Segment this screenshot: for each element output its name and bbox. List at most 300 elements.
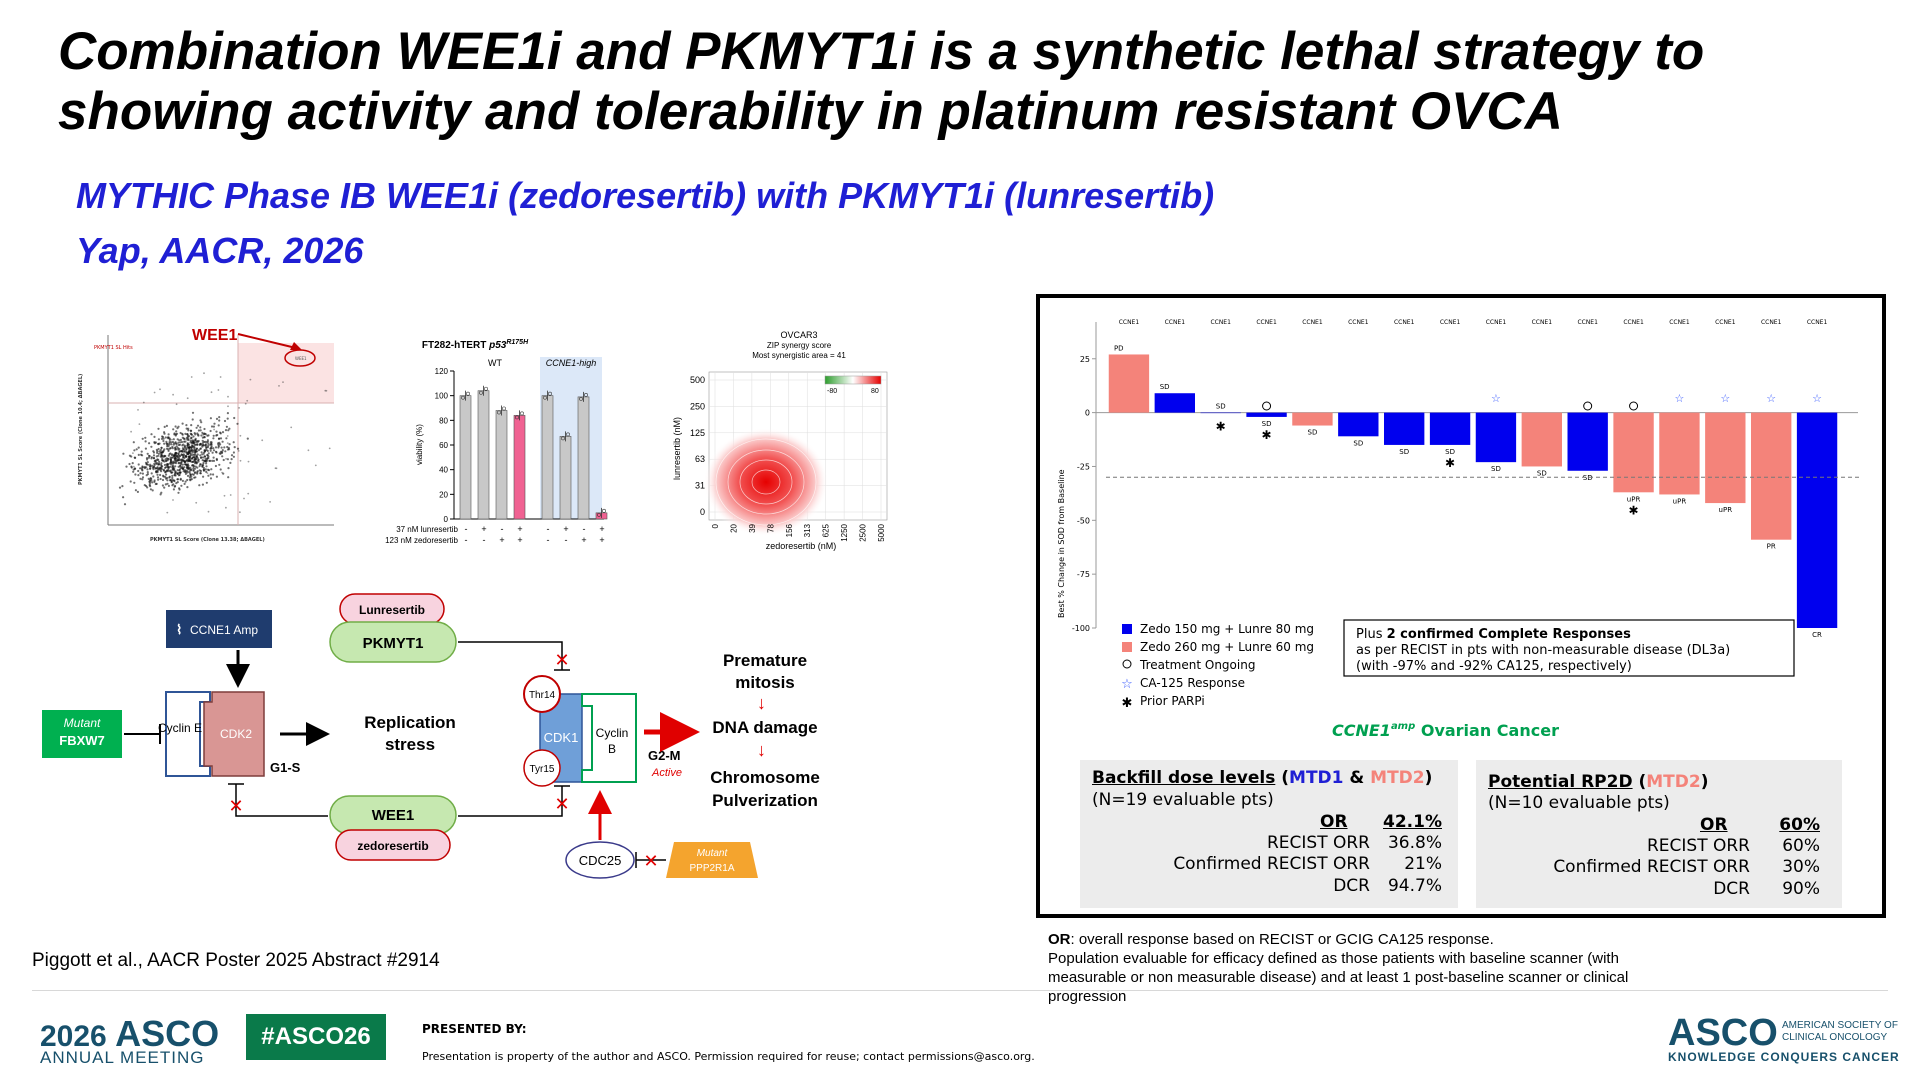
scatter-point bbox=[269, 501, 271, 503]
scatter-point bbox=[201, 432, 203, 434]
rp2d-row-value: 60% bbox=[1782, 836, 1820, 856]
scatter-point bbox=[220, 468, 222, 470]
scatter-point bbox=[210, 450, 212, 452]
scatter-point bbox=[188, 446, 190, 448]
scatter-point bbox=[160, 478, 162, 480]
g1s-label: G1-S bbox=[270, 760, 301, 775]
scatter-point bbox=[171, 454, 173, 456]
scatter-point bbox=[179, 467, 181, 469]
cdk2-label: CDK2 bbox=[219, 727, 253, 741]
waterfall-bar bbox=[1201, 413, 1241, 414]
dna-icon: ⌇ bbox=[176, 622, 183, 637]
scatter-point bbox=[210, 447, 212, 449]
waterfall-category-label: CCNE1 bbox=[1760, 319, 1782, 326]
scatter-point bbox=[177, 492, 179, 494]
scatter-point bbox=[128, 463, 130, 465]
scatter-point bbox=[146, 463, 148, 465]
scatter-point bbox=[213, 460, 215, 462]
scatter-point bbox=[245, 403, 247, 405]
cyclin-b-text: Cyclin B bbox=[595, 726, 629, 756]
viability-ytick: 40 bbox=[439, 465, 448, 475]
viability-ytick: 80 bbox=[439, 416, 448, 426]
scatter-point bbox=[168, 485, 170, 487]
viability-ytick: 20 bbox=[439, 490, 448, 500]
scatter-point bbox=[239, 511, 241, 513]
scatter-point bbox=[148, 481, 150, 483]
waterfall-legend bbox=[1121, 622, 1314, 711]
scatter-point bbox=[212, 473, 214, 475]
scatter-point bbox=[193, 465, 195, 467]
waterfall-category-label: CCNE1 bbox=[1164, 319, 1186, 326]
scatter-point bbox=[124, 503, 126, 505]
waterfall-category-label: CCNE1 bbox=[1393, 319, 1415, 326]
scatter-point bbox=[226, 446, 228, 448]
scatter-annotation-arrow bbox=[236, 328, 326, 358]
presented-by-label: PRESENTED BY: bbox=[422, 1022, 527, 1036]
scatter-point bbox=[133, 449, 135, 451]
scatter-point bbox=[196, 450, 198, 452]
legend-item-ca125: CA-125 Response bbox=[1140, 676, 1246, 690]
backfill-summary-box bbox=[1080, 760, 1458, 908]
scatter-point bbox=[192, 461, 194, 463]
scatter-point bbox=[198, 484, 200, 486]
scatter-point bbox=[278, 385, 280, 387]
scatter-point bbox=[169, 463, 171, 465]
scatter-point bbox=[224, 495, 226, 497]
footer-annual-meeting: ANNUAL MEETING bbox=[40, 1048, 205, 1067]
scatter-point bbox=[200, 463, 202, 465]
scatter-point bbox=[165, 441, 167, 443]
waterfall-bar bbox=[1613, 413, 1653, 493]
scatter-point bbox=[203, 470, 205, 472]
scatter-wee1-annotation: WEE1 bbox=[192, 327, 238, 344]
heatmap-xtick: 39 bbox=[747, 524, 757, 533]
slide-title: Combination WEE1i and PKMYT1i is a synthetic lethal strategy to showing activity and tolerability in platinum resistant OVCA bbox=[58, 22, 1705, 141]
scatter-point bbox=[205, 433, 207, 435]
scatter-point bbox=[227, 458, 229, 460]
scatter-point bbox=[185, 481, 187, 483]
scatter-point bbox=[125, 466, 127, 468]
scatter-point bbox=[190, 424, 192, 426]
scatter-point bbox=[194, 476, 196, 478]
viability-ytick: 100 bbox=[434, 391, 448, 401]
scatter-point bbox=[167, 466, 169, 468]
group-wt-label: WT bbox=[488, 358, 502, 368]
scatter-point bbox=[202, 484, 204, 486]
scatter-point bbox=[169, 448, 171, 450]
scatter-point bbox=[172, 447, 174, 449]
scatter-point bbox=[168, 455, 170, 457]
scatter-point bbox=[147, 473, 149, 475]
scatter-point bbox=[175, 454, 177, 456]
scatter-point bbox=[221, 447, 223, 449]
scatter-point bbox=[218, 438, 220, 440]
scatter-point bbox=[152, 475, 154, 477]
scatter-point bbox=[202, 476, 204, 478]
ca125-response-marker: ☆ bbox=[1766, 392, 1777, 405]
heatmap-xtick: 313 bbox=[803, 524, 813, 538]
scatter-point bbox=[170, 479, 172, 481]
waterfall-response-label: SD bbox=[1159, 383, 1170, 392]
rp2d-title: Potential RP2D (MTD2) bbox=[1488, 772, 1709, 792]
scatter-point bbox=[164, 467, 166, 469]
scatter-point bbox=[199, 419, 201, 421]
waterfall-ytick: -50 bbox=[1076, 516, 1090, 526]
scatter-point bbox=[176, 445, 178, 447]
treatment-ongoing-marker bbox=[1584, 402, 1592, 410]
scatter-point bbox=[190, 430, 192, 432]
waterfall-response-label: SD bbox=[1399, 447, 1410, 456]
scatter-point bbox=[195, 444, 197, 446]
row2-sign: + bbox=[517, 535, 523, 545]
prior-parpi-marker: ✱ bbox=[1261, 427, 1272, 442]
scatter-point bbox=[231, 454, 233, 456]
scatter-point bbox=[171, 481, 173, 483]
scatter-point bbox=[173, 438, 175, 440]
scatter-point bbox=[205, 465, 207, 467]
scatter-point bbox=[216, 459, 218, 461]
row2-sign: - bbox=[482, 535, 486, 545]
scatter-point bbox=[192, 418, 194, 420]
waterfall-response-label: SD bbox=[1215, 402, 1226, 411]
cdk1-label: CDK1 bbox=[543, 730, 579, 745]
scatter-point bbox=[170, 458, 172, 460]
scatter-point bbox=[179, 465, 181, 467]
scatter-point bbox=[166, 512, 168, 514]
row2-label: 123 nM zedoresertib bbox=[385, 536, 458, 545]
row1-sign: + bbox=[563, 524, 569, 534]
scatter-point bbox=[203, 372, 205, 374]
premature-mitosis-text: Premature mitosis bbox=[722, 651, 808, 692]
backfill-row-label: Confirmed RECIST ORR bbox=[1173, 854, 1370, 874]
scatter-point bbox=[233, 451, 235, 453]
ongoing-legend-icon bbox=[1123, 660, 1131, 668]
scatter-point bbox=[174, 486, 176, 488]
scatter-point bbox=[136, 448, 138, 450]
scatter-point bbox=[154, 392, 156, 394]
scatter-point bbox=[166, 483, 168, 485]
scatter-point bbox=[178, 448, 180, 450]
asco-tagline: KNOWLEDGE CONQUERS CANCER bbox=[1668, 1050, 1900, 1064]
left-reference: Piggott et al., AACR Poster 2025 Abstract #2914 bbox=[32, 950, 440, 971]
scatter-point bbox=[219, 432, 221, 434]
scatter-point bbox=[227, 412, 229, 414]
scatter-point bbox=[137, 474, 139, 476]
waterfall-response-label: SD bbox=[1491, 465, 1501, 474]
scatter-point bbox=[210, 468, 212, 470]
scatter-point bbox=[141, 451, 143, 453]
scatter-point bbox=[153, 457, 155, 459]
row2-sign: + bbox=[599, 535, 605, 545]
scatter-point bbox=[132, 471, 134, 473]
footnote-population: Population evaluable for efficacy defined as those patients with baseline scanner (with measurable or non measurable disease) and at least 1 post-baseline scanner or clinical progression bbox=[1048, 950, 1629, 1005]
scatter-point bbox=[182, 423, 184, 425]
waterfall-response-label: PR bbox=[1766, 542, 1776, 551]
scatter-point bbox=[261, 439, 263, 441]
scatter-point bbox=[139, 467, 141, 469]
heatmap-ytick: 31 bbox=[694, 480, 705, 491]
scatter-point bbox=[209, 460, 211, 462]
scatter-point bbox=[143, 402, 145, 404]
scatter-point bbox=[182, 447, 184, 449]
backfill-title: Backfill dose levels (MTD1 & MTD2) bbox=[1092, 768, 1433, 788]
scatter-point bbox=[157, 466, 159, 468]
scatter-point bbox=[151, 472, 153, 474]
scatter-point bbox=[155, 463, 157, 465]
scatter-point bbox=[211, 391, 213, 393]
scatter-point bbox=[219, 443, 221, 445]
scatter-point bbox=[195, 441, 197, 443]
scatter-point bbox=[169, 466, 171, 468]
scatter-point bbox=[157, 428, 159, 430]
scatter-point bbox=[188, 459, 190, 461]
screen-scatter-plot bbox=[70, 325, 340, 547]
synergy-hotspot bbox=[704, 428, 828, 536]
viability-title: FT282-hTERT $p53^{R175H}$ bbox=[421, 339, 529, 351]
scatter-point bbox=[187, 438, 189, 440]
scatter-point bbox=[172, 428, 174, 430]
scatter-point bbox=[189, 470, 191, 472]
scatter-point bbox=[198, 429, 200, 431]
waterfall-response-label: SD bbox=[1582, 473, 1593, 482]
mutant-label: Mutant bbox=[63, 716, 101, 730]
rp2d-or-value: 60% bbox=[1779, 815, 1820, 835]
scatter-point bbox=[133, 482, 135, 484]
waterfall-category-label: CCNE1 bbox=[1577, 319, 1598, 326]
viability-replicate bbox=[602, 509, 605, 512]
waterfall-bar bbox=[1751, 413, 1791, 540]
legend-max: 80 bbox=[871, 388, 879, 395]
scatter-point bbox=[193, 454, 195, 456]
waterfall-panel bbox=[1036, 294, 1886, 918]
scatter-point bbox=[191, 434, 193, 436]
scatter-point bbox=[152, 468, 154, 470]
scatter-point bbox=[207, 454, 209, 456]
scatter-point bbox=[203, 454, 205, 456]
scatter-point bbox=[183, 441, 185, 443]
scatter-point bbox=[183, 451, 185, 453]
scatter-point bbox=[194, 433, 196, 435]
waterfall-bar bbox=[1476, 413, 1516, 463]
scatter-point bbox=[193, 474, 195, 476]
scatter-point bbox=[203, 441, 205, 443]
scatter-point bbox=[207, 472, 209, 474]
scatter-point bbox=[149, 464, 151, 466]
waterfall-category-label: CCNE1 bbox=[1302, 319, 1323, 326]
heatmap-xtick: 2500 bbox=[858, 524, 868, 542]
scatter-point bbox=[177, 442, 179, 444]
waterfall-bar bbox=[1109, 354, 1149, 412]
legend-swatch-150 bbox=[1122, 624, 1132, 634]
scatter-point bbox=[195, 438, 197, 440]
viability-ytick: 120 bbox=[434, 367, 448, 376]
scatter-point bbox=[275, 467, 277, 469]
scatter-point bbox=[215, 446, 217, 448]
scatter-point bbox=[220, 376, 222, 378]
cdc25-label: CDC25 bbox=[578, 853, 622, 868]
scatter-point bbox=[157, 479, 159, 481]
scatter-point bbox=[137, 470, 139, 472]
scatter-point bbox=[215, 465, 217, 467]
scatter-point bbox=[184, 445, 186, 447]
scatter-point bbox=[217, 442, 219, 444]
scatter-point bbox=[207, 446, 209, 448]
scatter-point bbox=[201, 451, 203, 453]
viability-bar bbox=[478, 391, 489, 519]
scatter-point bbox=[218, 464, 220, 466]
scatter-point bbox=[179, 488, 181, 490]
scatter-point bbox=[130, 455, 132, 457]
scatter-point bbox=[161, 435, 163, 437]
scatter-point bbox=[172, 465, 174, 467]
scatter-point bbox=[229, 462, 231, 464]
scatter-point bbox=[150, 446, 152, 448]
scatter-point bbox=[234, 446, 236, 448]
backfill-or-label: OR bbox=[1320, 812, 1348, 832]
scatter-point bbox=[182, 468, 184, 470]
replication-stress-text: Replication stress bbox=[364, 713, 456, 754]
waterfall-bar bbox=[1338, 413, 1378, 437]
scatter-point bbox=[166, 445, 168, 447]
dna-damage-text: DNA damage bbox=[712, 718, 818, 737]
scatter-point bbox=[227, 429, 229, 431]
waterfall-response-label: SD bbox=[1261, 419, 1272, 428]
scatter-point bbox=[163, 487, 165, 489]
heatmap-title3: Most synergistic area = 41 bbox=[752, 351, 846, 360]
viability-replicate bbox=[466, 392, 469, 395]
scatter-point bbox=[146, 457, 148, 459]
scatter-point bbox=[190, 437, 192, 439]
scatter-point bbox=[224, 450, 226, 452]
ca125-response-marker: ☆ bbox=[1491, 392, 1501, 405]
scatter-point bbox=[207, 441, 209, 443]
scatter-point bbox=[149, 467, 151, 469]
heatmap-ytick: 63 bbox=[694, 454, 705, 465]
scatter-point bbox=[153, 441, 155, 443]
scatter-point bbox=[200, 456, 202, 458]
row1-sign: - bbox=[500, 524, 504, 534]
scatter-point bbox=[161, 438, 163, 440]
scatter-point bbox=[134, 457, 136, 459]
waterfall-response-label: SD bbox=[1536, 469, 1547, 478]
scatter-point bbox=[203, 444, 205, 446]
scatter-point bbox=[172, 456, 174, 458]
scatter-point bbox=[176, 472, 178, 474]
backfill-row-value: 36.8% bbox=[1387, 833, 1442, 853]
scatter-point bbox=[198, 449, 200, 451]
scatter-point bbox=[202, 459, 204, 461]
waterfall-ytick: -25 bbox=[1076, 462, 1090, 472]
scatter-point bbox=[172, 499, 174, 501]
scatter-point bbox=[208, 511, 210, 513]
scatter-point bbox=[186, 453, 188, 455]
heatmap-title1: OVCAR3 bbox=[780, 330, 818, 340]
synergy-legend-bar bbox=[825, 376, 881, 384]
wee1-cdk1-block-cross: ✕ bbox=[554, 794, 570, 814]
scatter-point bbox=[173, 432, 175, 434]
waterfall-category-label: CCNE1 bbox=[1806, 319, 1828, 326]
scatter-point bbox=[247, 493, 249, 495]
viability-bar bbox=[460, 396, 471, 519]
scatter-point bbox=[243, 498, 245, 500]
scatter-point bbox=[141, 469, 143, 471]
scatter-point bbox=[227, 476, 229, 478]
scatter-point bbox=[205, 443, 207, 445]
scatter-point bbox=[222, 441, 224, 443]
thr14-label: Thr14 bbox=[528, 690, 556, 701]
scatter-point bbox=[158, 461, 160, 463]
row1-sign: + bbox=[517, 524, 523, 534]
scatter-point bbox=[162, 451, 164, 453]
scatter-point bbox=[213, 457, 215, 459]
scatter-point bbox=[175, 425, 177, 427]
scatter-point bbox=[163, 448, 165, 450]
scatter-point bbox=[246, 400, 248, 402]
scatter-point bbox=[142, 476, 144, 478]
scatter-point bbox=[173, 479, 175, 481]
ca125-response-marker: ☆ bbox=[1812, 392, 1822, 405]
scatter-point bbox=[219, 453, 221, 455]
scatter-point bbox=[164, 476, 166, 478]
legend-swatch-260 bbox=[1122, 642, 1132, 652]
scatter-point bbox=[207, 443, 209, 445]
scatter-point bbox=[154, 479, 156, 481]
scatter-point bbox=[186, 479, 188, 481]
chromosome-pulverization-text: Chromosome Pulverization bbox=[710, 768, 820, 810]
waterfall-category-label: CCNE1 bbox=[1118, 319, 1140, 326]
waterfall-bar bbox=[1155, 393, 1195, 412]
scatter-point bbox=[227, 418, 229, 420]
scatter-point bbox=[329, 448, 331, 450]
scatter-point bbox=[212, 437, 214, 439]
society-line1: AMERICAN SOCIETY OF bbox=[1782, 1020, 1898, 1031]
scatter-point bbox=[195, 502, 197, 504]
scatter-point bbox=[171, 471, 173, 473]
scatter-point bbox=[178, 444, 180, 446]
waterfall-response-label: uPR bbox=[1672, 497, 1687, 506]
scatter-point bbox=[210, 443, 212, 445]
scatter-point bbox=[133, 441, 135, 443]
scatter-point bbox=[221, 455, 223, 457]
scatter-point bbox=[227, 467, 229, 469]
scatter-point bbox=[156, 452, 158, 454]
footnote-or: OR: overall response based on RECIST or GCIG CA125 response. bbox=[1048, 931, 1494, 948]
scatter-point bbox=[208, 469, 210, 471]
scatter-point bbox=[172, 394, 174, 396]
property-note: Presentation is property of the author and ASCO. Permission required for reuse; contact permissions@asco.org. bbox=[422, 1050, 1035, 1063]
row1-sign: - bbox=[546, 524, 550, 534]
scatter-point bbox=[175, 452, 177, 454]
scatter-point bbox=[149, 455, 151, 457]
backfill-n: (N=19 evaluable pts) bbox=[1092, 790, 1274, 810]
footer-divider bbox=[32, 990, 1888, 991]
scatter-point bbox=[145, 448, 147, 450]
scatter-point bbox=[225, 437, 227, 439]
scatter-point bbox=[240, 460, 242, 462]
scatter-point bbox=[223, 459, 225, 461]
scatter-point bbox=[222, 431, 224, 433]
viability-bar bbox=[542, 396, 553, 519]
scatter-point bbox=[163, 455, 165, 457]
scatter-point bbox=[165, 436, 167, 438]
scatter-point bbox=[153, 454, 155, 456]
scatter-point bbox=[180, 478, 182, 480]
ppp2r1a-label: PPP2R1A bbox=[689, 863, 735, 874]
scatter-point bbox=[190, 453, 192, 455]
scatter-point bbox=[185, 448, 187, 450]
scatter-point bbox=[185, 424, 187, 426]
scatter-point bbox=[156, 474, 158, 476]
